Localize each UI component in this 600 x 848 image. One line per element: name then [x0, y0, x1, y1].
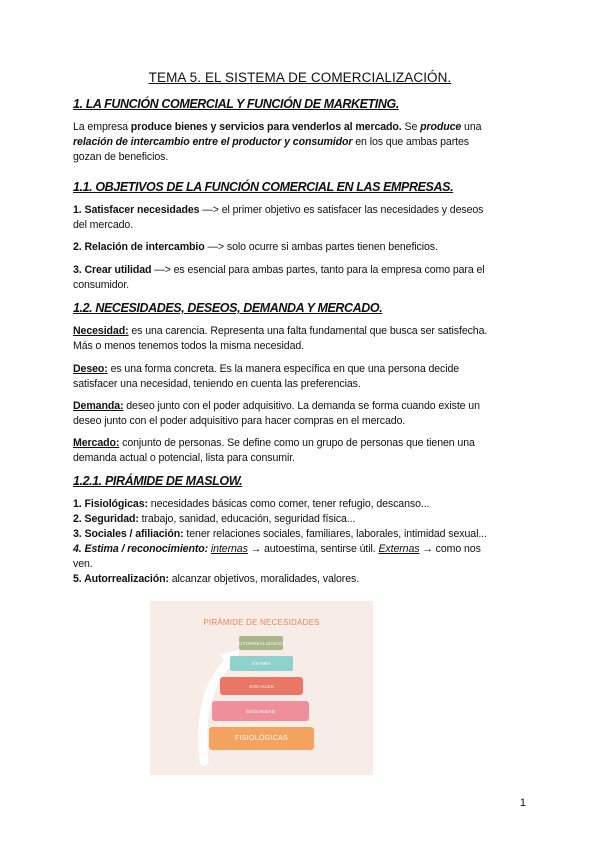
- list-label: 5. Autorrealización:: [73, 573, 169, 585]
- text: consumidor.: [73, 279, 130, 291]
- term: Necesidad:: [73, 325, 129, 337]
- term: Mercado:: [73, 437, 120, 449]
- list-label: 3. Sociales / afiliación:: [73, 528, 184, 540]
- list-label: 2. Seguridad:: [73, 513, 139, 525]
- text: es una carencia. Representa una falta fundamental que busca ser satisfecha.: [128, 325, 488, 337]
- text: Se: [401, 121, 421, 133]
- list-label: 4. Estima / reconocimiento:: [73, 543, 209, 555]
- term: Demanda:: [73, 400, 124, 412]
- step-estima: ESTIMA: [230, 656, 293, 671]
- text: gozan de beneficios.: [73, 151, 169, 163]
- bold-italic-text: produce: [420, 121, 462, 133]
- text: en los que ambas partes: [352, 136, 469, 148]
- pyramid-figure: [150, 601, 373, 775]
- step-sociales: SOCIALES: [220, 677, 303, 695]
- text: conjunto de personas. Se define como un grupo de personas que tienen una: [119, 437, 475, 449]
- term: Deseo:: [73, 363, 108, 375]
- text: Más o menos tenemos todos la misma necesidad.: [73, 340, 305, 352]
- step-fisiologicas: FISIOLÓGICAS: [209, 727, 314, 750]
- text: una: [461, 121, 482, 133]
- step-autorrealizacion: AUTORREALIZACIÓN: [239, 636, 283, 650]
- bold-text: 2. Relación de intercambio: [73, 241, 205, 253]
- definition-deseo: [73, 362, 533, 392]
- text: necesidades básicas como comer, tener refugio, descanso...: [147, 498, 430, 510]
- text: deseo junto con el poder adquisitivo. La demanda se forma cuando existe un: [123, 400, 480, 412]
- page-title: TEMA 5. EL SISTEMA DE COMERCIALIZACIÓN.: [148, 70, 452, 85]
- heading-objetivos: 1.1. OBJETIVOS DE LA FUNCIÓN COMERCIAL EN LAS EMPRESAS.: [73, 180, 454, 194]
- text: satisfacer una necesidad, teniendo en cuenta las preferencias.: [73, 378, 361, 390]
- paragraph-funcion-comercial: [73, 120, 533, 165]
- definition-necesidad: [73, 324, 533, 354]
- objetivo-1: [73, 203, 533, 233]
- heading-funcion-comercial: 1. LA FUNCIÓN COMERCIAL Y FUNCIÓN DE MARKETING.: [73, 97, 399, 111]
- text: → autoestima, sentirse útil.: [247, 543, 379, 555]
- italic-underlined-text: Externas: [378, 543, 420, 555]
- bold-text: produce bienes y servicios para venderlos al mercado.: [130, 121, 402, 133]
- bold-text: 1. Satisfacer necesidades: [73, 204, 200, 216]
- text: deseo junto con el poder adquisitivo para hacer compras en el mercado.: [73, 415, 406, 427]
- definition-mercado: [73, 436, 533, 466]
- heading-maslow: 1.2.1. PIRÁMIDE DE MASLOW.: [73, 474, 243, 488]
- text: es una forma concreta. Es la manera específica en que una persona decide: [107, 363, 460, 375]
- italic-underlined-text: internas: [210, 543, 248, 555]
- text: trabajo, sanidad, educación, seguridad física...: [138, 513, 356, 525]
- step-seguridad: SEGURIDAD: [212, 701, 309, 721]
- text: → como nos: [419, 543, 481, 555]
- objetivo-3: [73, 263, 533, 293]
- heading-necesidades: 1.2. NECESIDADES, DESEOS, DEMANDA Y MERCADO.: [73, 301, 383, 315]
- page-number: 1: [519, 797, 526, 809]
- text: La empresa: [73, 121, 131, 133]
- maslow-list: [73, 497, 533, 587]
- text: —> solo ocurre si ambas partes tienen beneficios.: [204, 241, 438, 253]
- text: del mercado.: [73, 219, 134, 231]
- bold-text: 3. Crear utilidad: [73, 264, 152, 276]
- objetivo-2: [73, 240, 533, 255]
- text: demanda actual o potencial, lista para consumir.: [73, 452, 295, 464]
- text: ven.: [73, 558, 93, 570]
- definition-demanda: [73, 399, 533, 429]
- text: —> el primer objetivo es satisfacer las necesidades y deseos: [199, 204, 484, 216]
- text: —> es esencial para ambas partes, tanto para la empresa como para el: [151, 264, 485, 276]
- text: tener relaciones sociales, familiares, laborales, intimidad sexual...: [183, 528, 487, 540]
- text: alcanzar objetivos, moralidades, valores.: [168, 573, 360, 585]
- figure-title: PIRÁMIDE DE NECESIDADES: [203, 618, 320, 627]
- bold-italic-text: relación de intercambio entre el productor y consumidor: [73, 136, 353, 148]
- list-label: 1. Fisiológicas:: [73, 498, 148, 510]
